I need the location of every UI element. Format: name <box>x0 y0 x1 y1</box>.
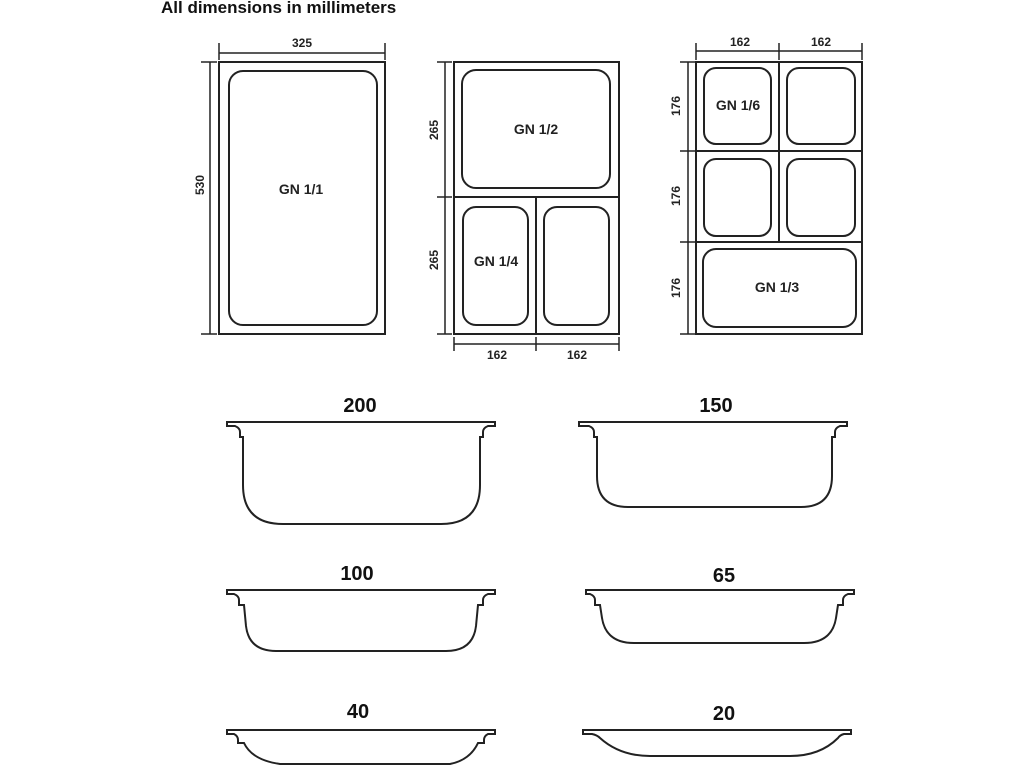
gn14-pan-right <box>544 207 609 325</box>
gn11-pan <box>229 71 377 325</box>
gn11-label: GN 1/1 <box>278 181 324 197</box>
pan-profile-200 <box>227 422 495 524</box>
gn16-row2-height-label: 176 <box>669 185 683 207</box>
gn16-width-left-label: 162 <box>729 35 751 49</box>
gn11-frame <box>219 62 385 334</box>
gn14-width-right-label: 162 <box>566 348 588 362</box>
depth-label-40: 40 <box>346 701 370 723</box>
depth-label-200: 200 <box>343 395 377 417</box>
pan-profile-100 <box>227 590 495 651</box>
depth-label-150: 150 <box>699 395 733 417</box>
pan-profile-40 <box>227 730 495 764</box>
gn14-height-label: 265 <box>427 249 441 271</box>
depth-label-100: 100 <box>340 563 374 585</box>
gn11-block <box>193 36 385 334</box>
gn12-height-label: 265 <box>427 119 441 141</box>
gn16-pan-3 <box>704 159 771 236</box>
gn13-height-label: 176 <box>669 277 683 299</box>
gn14-label: GN 1/4 <box>473 253 519 269</box>
gn16-row1-height-label: 176 <box>669 95 683 117</box>
gn12-label: GN 1/2 <box>513 121 559 137</box>
gn16-width-right-label: 162 <box>810 35 832 49</box>
gn16-pan-2 <box>787 68 855 144</box>
gn14-width-left-label: 162 <box>486 348 508 362</box>
gn12-gn14-block <box>427 62 619 362</box>
gn16-label: GN 1/6 <box>715 97 761 113</box>
depth-label-65: 65 <box>712 565 736 587</box>
gn11-height-label: 530 <box>193 174 207 196</box>
gn13-label: GN 1/3 <box>754 279 800 295</box>
gn16-gn13-block <box>669 35 862 334</box>
gn11-width-label: 325 <box>291 36 313 50</box>
pan-profile-65 <box>586 590 854 643</box>
depth-label-20: 20 <box>712 703 736 725</box>
page-title: All dimensions in millimeters <box>161 0 397 17</box>
pan-profile-150 <box>579 422 847 507</box>
gn16-pan-4 <box>787 159 855 236</box>
pan-profile-20 <box>583 730 851 756</box>
